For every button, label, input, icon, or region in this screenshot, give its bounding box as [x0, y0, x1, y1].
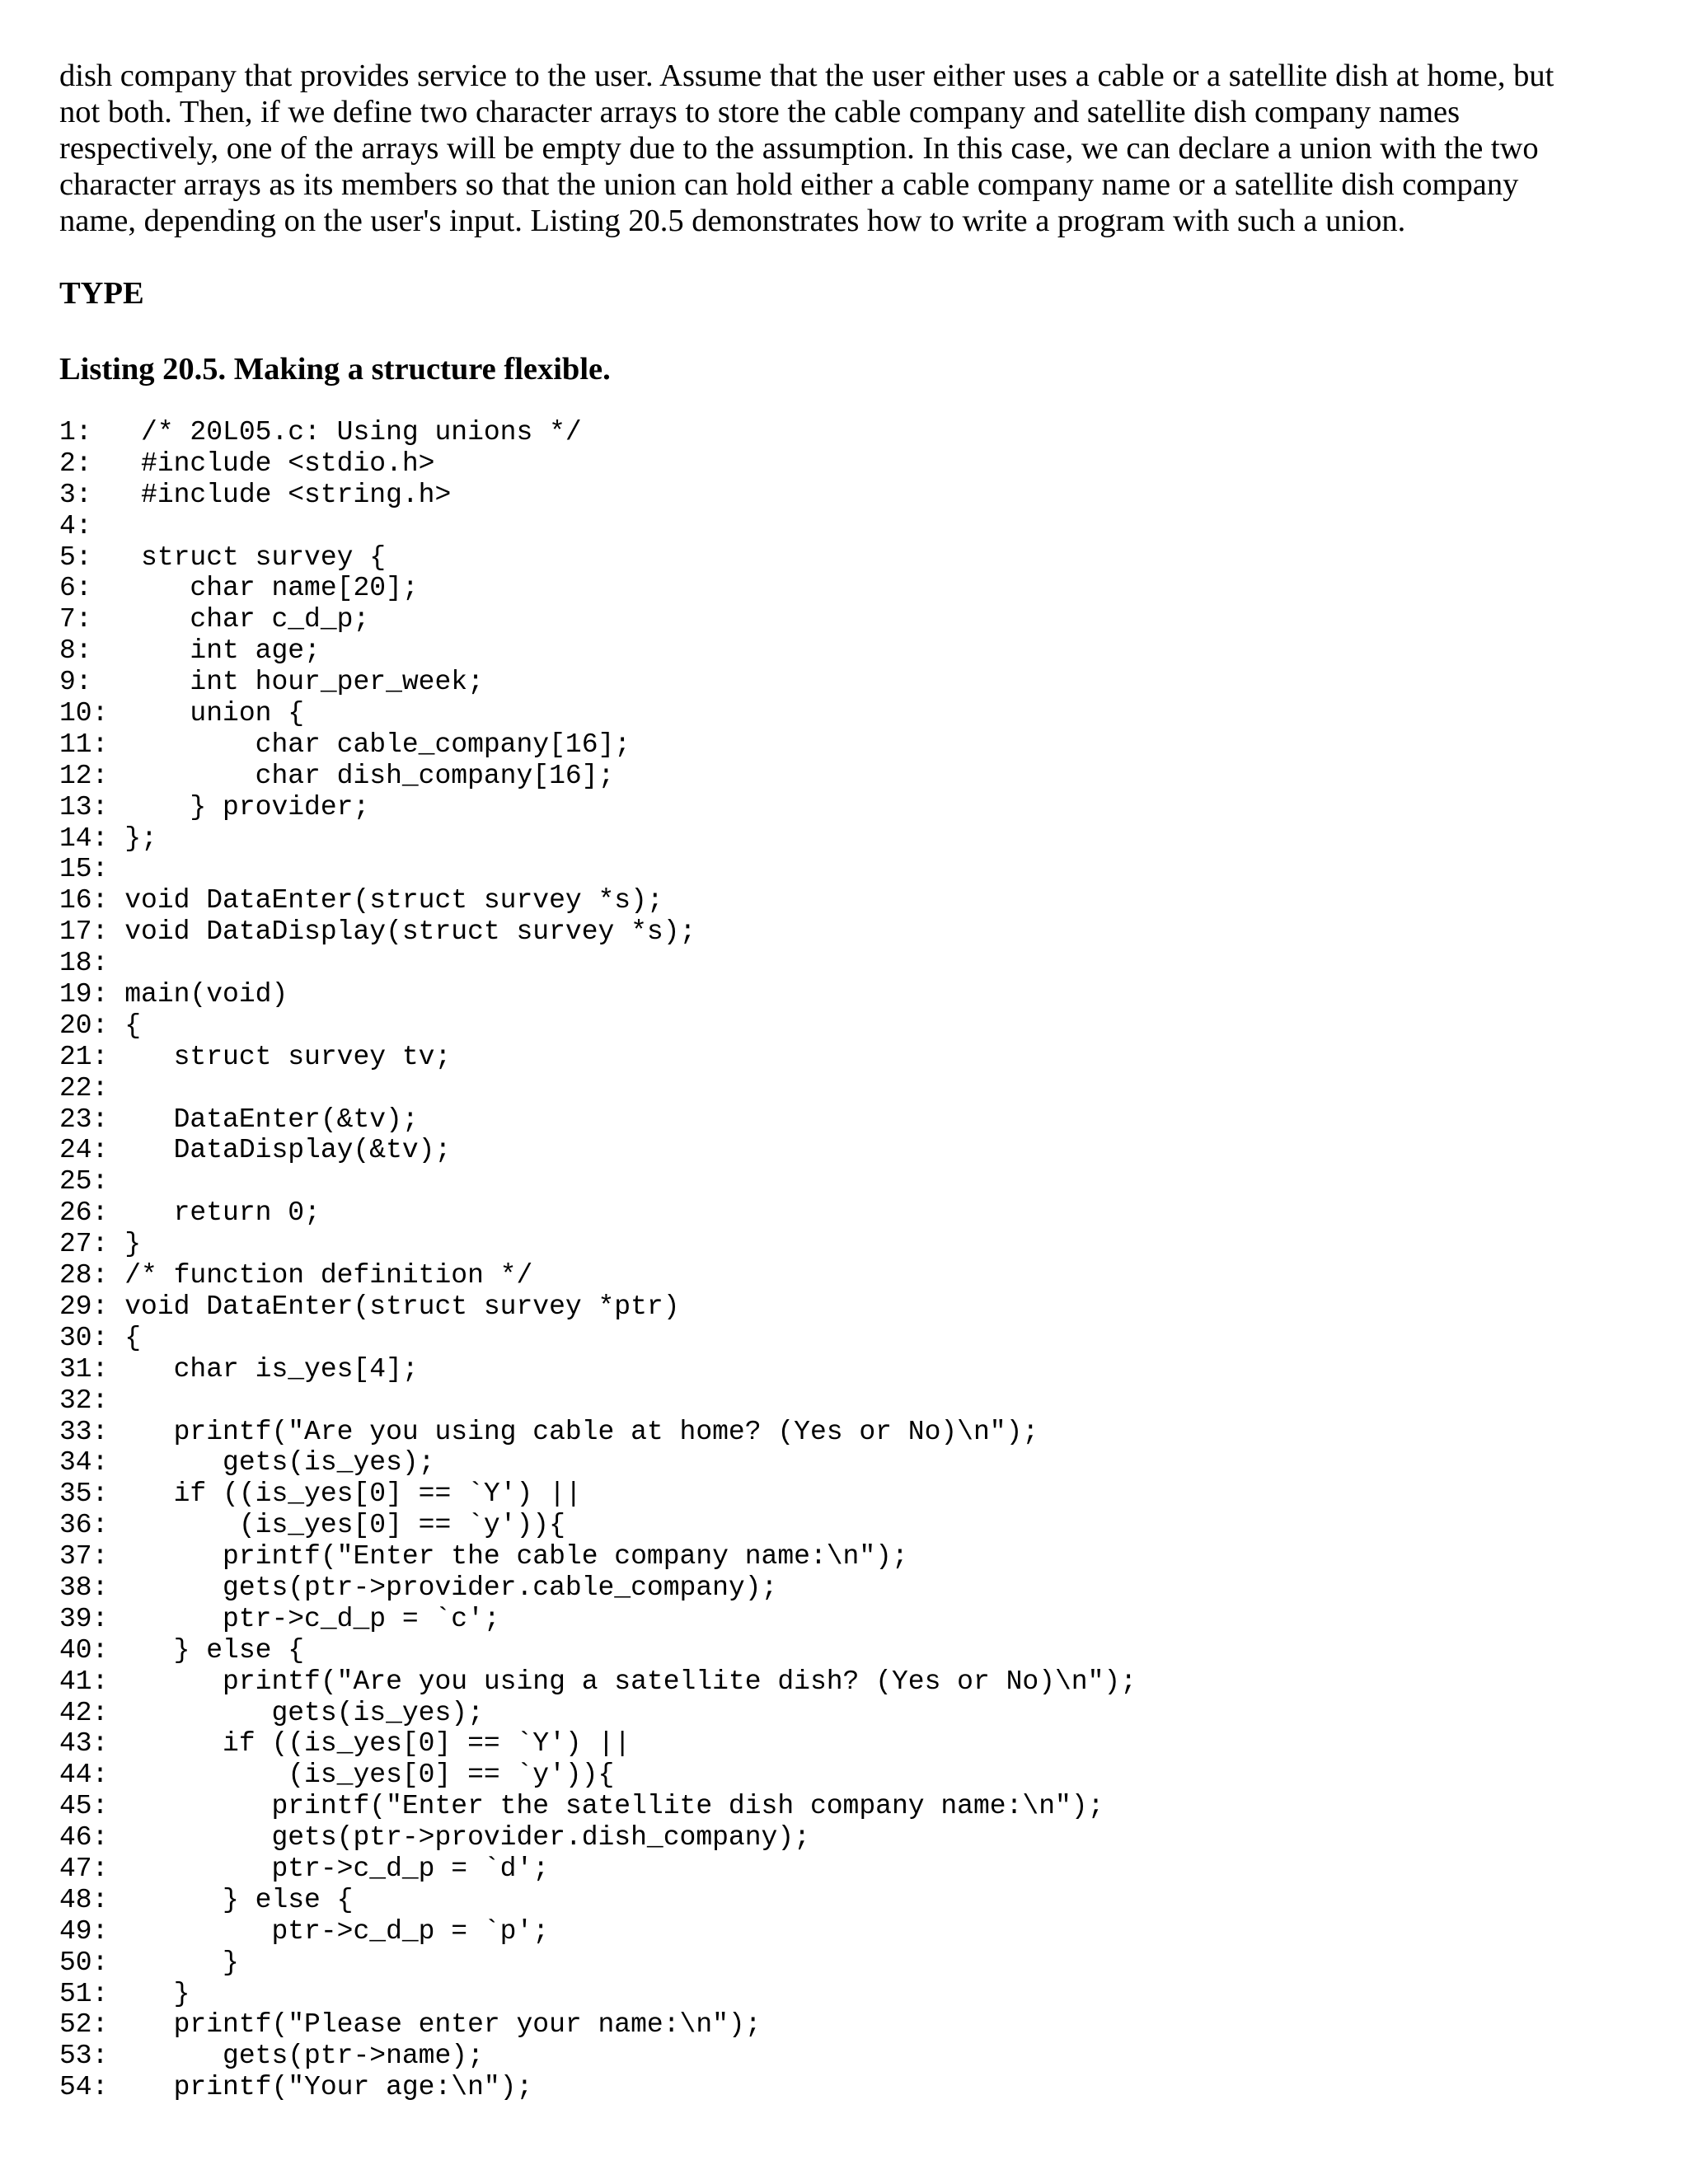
code-line: 15: [59, 854, 109, 885]
code-line: 5: struct survey { [59, 541, 387, 573]
intro-line: not both. Then, if we define two character arrays to store the cable company and satellite dish company names [59, 95, 1461, 129]
code-line: 40: } else { [59, 1634, 305, 1666]
code-line: 51: } [59, 1978, 190, 2009]
code-line: 29: void DataEnter(struct survey *ptr) [59, 1291, 680, 1322]
code-line: 1: /* 20L05.c: Using unions */ [59, 417, 582, 448]
code-line: 21: struct survey tv; [59, 1041, 452, 1072]
code-line: 47: ptr->c_d_p = `d'; [59, 1853, 550, 1884]
code-line: 17: void DataDisplay(struct survey *s); [59, 916, 696, 948]
type-label: TYPE [59, 276, 144, 311]
code-line: 9: int hour_per_week; [59, 667, 484, 698]
code-line: 28: /* function definition */ [59, 1260, 533, 1291]
code-line: 23: DataEnter(&tv); [59, 1104, 419, 1135]
code-line: 42: gets(is_yes); [59, 1697, 484, 1728]
code-line: 50: } [59, 1947, 239, 1978]
listing-title: Listing 20.5. Making a structure flexible. [59, 352, 611, 387]
code-line: 8: int age; [59, 635, 321, 667]
code-line: 13: } provider; [59, 791, 370, 823]
code-line: 24: DataDisplay(&tv); [59, 1135, 452, 1166]
code-line: 49: ptr->c_d_p = `p'; [59, 1915, 550, 1947]
code-line: 19: main(void) [59, 979, 288, 1010]
code-line: 39: ptr->c_d_p = `c'; [59, 1603, 500, 1634]
code-line: 6: char name[20]; [59, 573, 419, 604]
code-line: 25: [59, 1166, 109, 1197]
intro-paragraph [59, 58, 1629, 239]
code-line: 27: } [59, 1229, 142, 1260]
code-line: 7: char c_d_p; [59, 604, 370, 635]
code-line: 34: gets(is_yes); [59, 1447, 435, 1479]
code-line: 38: gets(ptr->provider.cable_company); [59, 1572, 778, 1603]
code-line: 33: printf("Are you using cable at home? (Yes or No)\n"); [59, 1416, 1039, 1447]
code-line: 44: (is_yes[0] == `y')){ [59, 1760, 615, 1791]
code-line: 32: [59, 1385, 109, 1416]
code-line: 18: [59, 948, 109, 979]
intro-line: character arrays as its members so that the union can hold either a cable company name or a satellite dish company [59, 167, 1519, 202]
code-line: 4: [59, 510, 92, 541]
code-line: 53: gets(ptr->name); [59, 2041, 484, 2072]
code-line: 26: return 0; [59, 1197, 321, 1229]
code-line: 54: printf("Your age:\n"); [59, 2072, 533, 2103]
code-line: 22: [59, 1072, 109, 1104]
document-page [59, 58, 1629, 2103]
code-line: 45: printf("Enter the satellite dish company name:\n"); [59, 1791, 1104, 1822]
code-line: 10: union { [59, 698, 305, 729]
code-listing [59, 417, 1629, 2103]
code-line: 14: }; [59, 823, 157, 854]
code-line: 35: if ((is_yes[0] == `Y') || [59, 1479, 582, 1510]
code-line: 11: char cable_company[16]; [59, 729, 631, 760]
intro-line: respectively, one of the arrays will be empty due to the assumption. In this case, we can declare a union with the two [59, 131, 1539, 166]
code-line: 37: printf("Enter the cable company name:\n"); [59, 1541, 908, 1572]
code-line: 3: #include <string.h> [59, 479, 452, 510]
code-line: 12: char dish_company[16]; [59, 760, 615, 791]
code-line: 20: { [59, 1010, 142, 1041]
code-line: 48: } else { [59, 1884, 354, 1915]
code-line: 43: if ((is_yes[0] == `Y') || [59, 1728, 631, 1760]
code-line: 46: gets(ptr->provider.dish_company); [59, 1822, 810, 1854]
code-line: 2: #include <stdio.h> [59, 448, 435, 479]
code-line: 41: printf("Are you using a satellite dish? (Yes or No)\n"); [59, 1666, 1137, 1697]
code-line: 36: (is_yes[0] == `y')){ [59, 1510, 565, 1541]
intro-line: name, depending on the user's input. Listing 20.5 demonstrates how to write a program with such a union. [59, 204, 1406, 238]
code-line: 16: void DataEnter(struct survey *s); [59, 885, 663, 916]
code-line: 30: { [59, 1322, 142, 1353]
intro-line: dish company that provides service to the user. Assume that the user either uses a cable or a satellite dish at home, but [59, 59, 1554, 93]
code-line: 52: printf("Please enter your name:\n"); [59, 2009, 762, 2041]
code-line: 31: char is_yes[4]; [59, 1353, 419, 1385]
